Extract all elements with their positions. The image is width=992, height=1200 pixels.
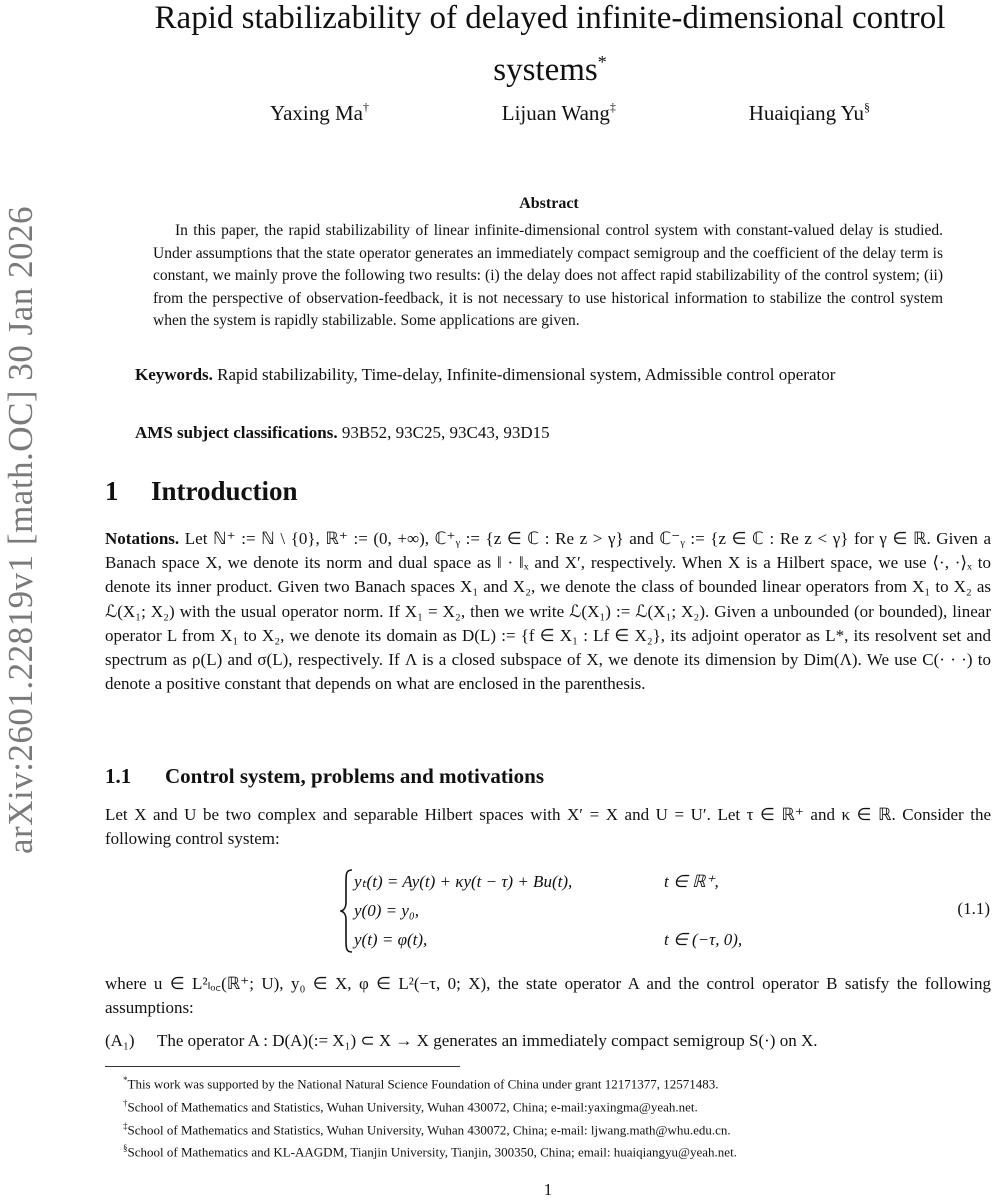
notations-text: Let ℕ⁺ := ℕ \ {0}, ℝ⁺ := (0, +∞), ℂ⁺ᵧ := {z ∈ ℂ : Re z > γ} and ℂ⁻ᵧ := {z ∈ ℂ : Re z < γ} for γ ∈ ℝ. Given a Banach space X, we denote its norm and dual space as ‖ · ‖ₓ and X′, respectively. When X is a Hilbert space, we use ⟨·, ·⟩ₓ to denote its inner product. Given two Banach spaces X₁ and X₂, we denote the class of bounded linear operators from X₁ to X₂ as ℒ(X₁; X₂) with the usual operator norm. If X₁ = X₂, then we write ℒ(X₁) := ℒ(X₁; X₂). Given a unbounded (or bounded), linear operator L from X₁ to X₂, we denote its domain as D(L) := {f ∈ X₁ : Lf ∈ X₂}, its adjoint operator as L*, its resolvent set and spectrum as ρ(L) and σ(L), respectively. If Λ is a closed subspace of X, we denote its dimension by Dim(Λ). We use C(· · ·) to denote a positive constant that depends on what are enclosed in the parenthesis.	[105, 529, 992, 694]
notations-paragraph	[105, 527, 991, 696]
author-name: Huaiqiang Yu	[748, 101, 864, 125]
footnote-text: School of Mathematics and Statistics, Wuhan University, Wuhan 430072, China; e-mail:yaxingma@yeah.net.	[127, 1099, 698, 1115]
equation-lhs: yₜ(t) = Ay(t) + κy(t − τ) + Bu(t),	[354, 872, 573, 891]
abstract-text: In this paper, the rapid stabilizability of linear infinite-dimensional control system with constant-valued delay is studied. Under assumptions that the state operator generates an immediately compact semigroup and the coefficient of the delay term is constant, we mainly prove the following two results: (i) the delay does not affect rapid stabilizability of the control system; (ii) from the perspective of observation-feedback, it is not necessary to use historical information to stabilize the control system when the system is rapidly stabilizable. Some applications are given.	[153, 222, 943, 329]
arxiv-identifier: arXiv:2601.22819v1 [math.OC] 30 Jan 2026	[1, 206, 41, 854]
assumption-text: The operator A : D(A)(:= X₁) ⊂ X → X generates an immediately compact semigroup S(·) on X.	[157, 1031, 818, 1050]
page-number: 1	[543, 1180, 553, 1199]
section-title: Introduction	[151, 476, 298, 506]
title-line-2-text: systems	[493, 52, 598, 88]
footnote	[105, 1139, 991, 1162]
equation-number: (1.1)	[957, 899, 990, 918]
title-line-1: Rapid stabilizability of delayed infinite-dimensional control	[154, 0, 946, 36]
footnote	[105, 1071, 991, 1094]
footnote-mark: ‡	[123, 1120, 128, 1131]
notations-label: Notations.	[105, 529, 180, 548]
author-name: Lijuan Wang	[501, 101, 610, 125]
section-number: 1	[105, 476, 119, 506]
footnote	[105, 1094, 991, 1117]
intro-paragraph: Let X and U be two complex and separable Hilbert spaces with X′ = X and U = U′. Let τ ∈ ℝ⁺ and κ ∈ ℝ. Consider the following control system:	[105, 805, 991, 849]
ams-text: 93B52, 93C25, 93C43, 93D15	[341, 423, 550, 442]
author-list	[270, 100, 870, 126]
keywords-text: Rapid stabilizability, Time-delay, Infinite-dimensional system, Admissible control operator	[217, 365, 836, 384]
paper-title	[140, 0, 960, 92]
author-mark: ‡	[609, 100, 616, 114]
arxiv-sidebar	[0, 160, 42, 900]
footnotes	[105, 1071, 991, 1162]
ams-label: AMS subject classifications.	[135, 423, 338, 442]
left-brace-icon	[340, 868, 354, 954]
abstract-heading: Abstract	[519, 195, 579, 212]
author-name: Yaxing Ma	[270, 101, 363, 125]
subsection-number: 1.1	[105, 764, 132, 788]
equation-condition: t ∈ (−τ, 0),	[664, 930, 743, 949]
author	[749, 100, 870, 126]
author-mark: §	[863, 100, 870, 114]
footnote-text: School of Mathematics and Statistics, Wuhan University, Wuhan 430072, China; e-mail: ljwang.math@whu.edu.cn.	[127, 1121, 731, 1137]
footnote-text: School of Mathematics and KL-AAGDM, Tianjin University, Tianjin, 300350, China; email: huaiqiangyu@yeah.net.	[127, 1144, 737, 1160]
keywords-label: Keywords.	[135, 365, 213, 384]
footnote-divider	[105, 1066, 460, 1067]
where-paragraph: where u ∈ L²ₗₒ꜀(ℝ⁺; U), y₀ ∈ X, φ ∈ L²(−τ, 0; X), the state operator A and the control operator B satisfy the following assumptions:	[105, 974, 991, 1018]
footnote-mark: *	[123, 1075, 128, 1085]
footnote-mark: †	[123, 1097, 128, 1108]
subsection-title: Control system, problems and motivations	[165, 764, 544, 788]
ams-classification	[105, 421, 991, 445]
equation-lhs: y(t) = φ(t),	[354, 930, 428, 949]
title-line-2	[140, 40, 960, 92]
footnote-mark: §	[123, 1143, 128, 1154]
subsection-heading	[105, 764, 544, 789]
assumption-label: (A₁)	[105, 1031, 135, 1050]
keywords	[105, 363, 991, 387]
footnote	[105, 1117, 991, 1140]
equation-1-1	[340, 868, 992, 954]
assumption-a1	[105, 1029, 991, 1053]
equation-lhs: y(0) = y₀,	[354, 901, 420, 920]
equation-condition: t ∈ ℝ⁺,	[664, 872, 719, 891]
author-mark: †	[362, 100, 369, 114]
footnote-text: This work was supported by the National Natural Science Foundation of China under grant 12171377, 12571483.	[127, 1076, 719, 1092]
author	[270, 100, 369, 126]
title-footnote-mark: *	[597, 52, 607, 72]
section-heading-introduction	[105, 476, 298, 507]
author	[502, 100, 616, 126]
